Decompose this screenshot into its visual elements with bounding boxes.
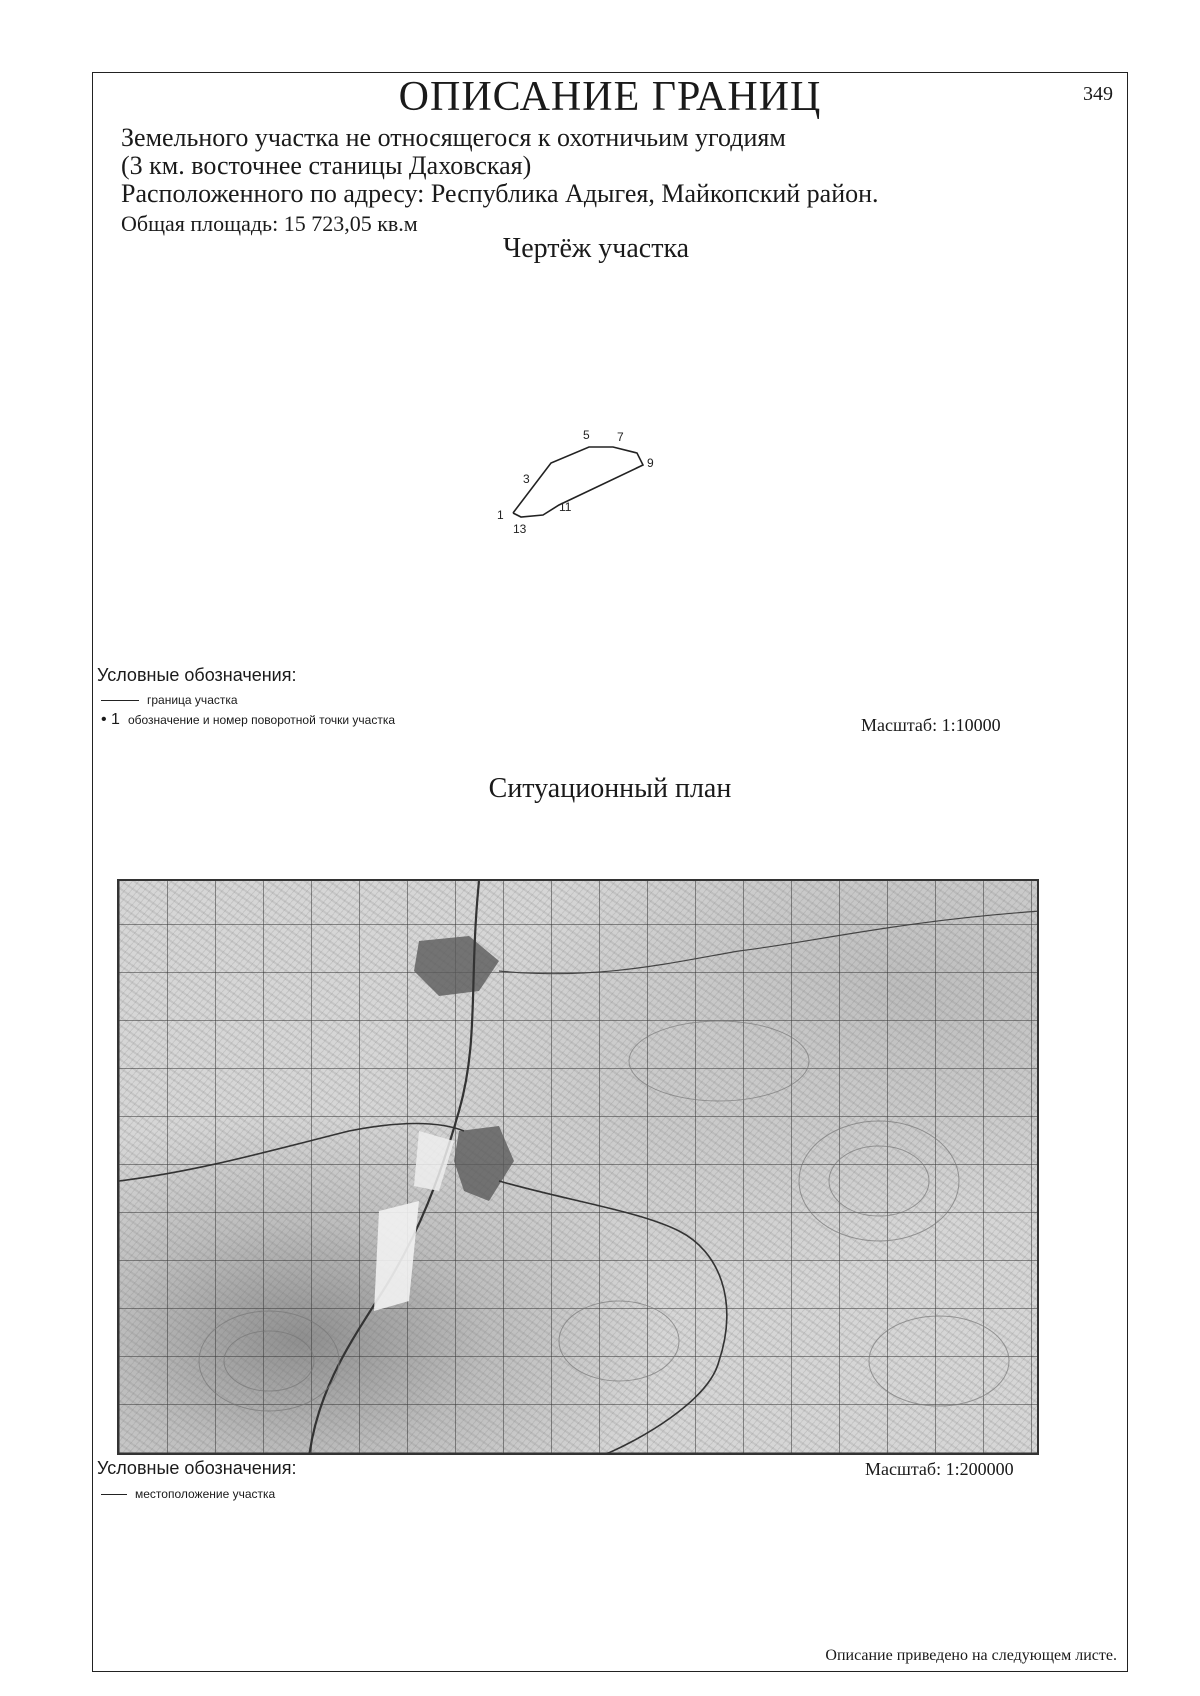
plot-boundary: [513, 447, 643, 517]
point-label-5: 5: [583, 428, 590, 442]
legend-boundary-label: граница участка: [147, 693, 238, 707]
point-label-13: 13: [513, 522, 527, 536]
legend-boundary: [101, 693, 238, 707]
point-label-3: 3: [523, 472, 530, 486]
description-line-1: Земельного участка не относящегося к охотничьим угодиям: [121, 123, 786, 152]
location-line-icon: [101, 1494, 127, 1495]
boundary-line-icon: [101, 700, 139, 701]
document-title: ОПИСАНИЕ ГРАНИЦ: [398, 74, 822, 120]
settlement-center: [454, 1126, 514, 1201]
road-north-east: [499, 911, 1039, 974]
situation-legend-heading: Условные обозначения:: [97, 1458, 297, 1478]
situation-map: [117, 879, 1039, 1455]
footer-note: Описание приведено на следующем листе.: [825, 1647, 1117, 1664]
document-sheet: [92, 72, 1128, 1672]
contours: [199, 1021, 1009, 1411]
description-line-3: Расположенного по адресу: Республика Адыгея, Майкопский район.: [121, 179, 879, 208]
map-features: [119, 881, 1039, 1455]
situation-legend-location: [101, 1487, 275, 1501]
plot-drawing: [93, 73, 1129, 633]
point-label-11: 11: [559, 500, 572, 514]
legend-heading: Условные обозначения:: [97, 665, 297, 685]
point-label-7: 7: [617, 430, 624, 444]
total-area: Общая площадь: 15 723,05 кв.м: [121, 211, 418, 236]
clearing-2: [414, 1131, 454, 1191]
drawing-scale: Масштаб: 1:10000: [861, 715, 1001, 735]
point-label-1: 1: [497, 508, 504, 522]
road-east: [499, 1181, 727, 1455]
settlement-north: [414, 936, 499, 996]
point-marker-icon: • 1: [101, 711, 120, 728]
point-label-9: 9: [647, 456, 654, 470]
situation-scale: Масштаб: 1:200000: [865, 1459, 1014, 1479]
road-west: [119, 1124, 464, 1182]
situation-legend-label: местоположение участка: [135, 1487, 276, 1501]
page-number: 349: [1083, 83, 1113, 105]
situation-plan-title: Ситуационный план: [488, 773, 732, 804]
legend-point: [101, 711, 395, 729]
legend-point-label: обозначение и номер поворотной точки участка: [127, 713, 396, 727]
description-line-2: (3 км. восточнее станицы Даховская): [121, 151, 532, 180]
clearing: [374, 1201, 419, 1311]
drawing-title: Чертёж участка: [503, 233, 690, 264]
